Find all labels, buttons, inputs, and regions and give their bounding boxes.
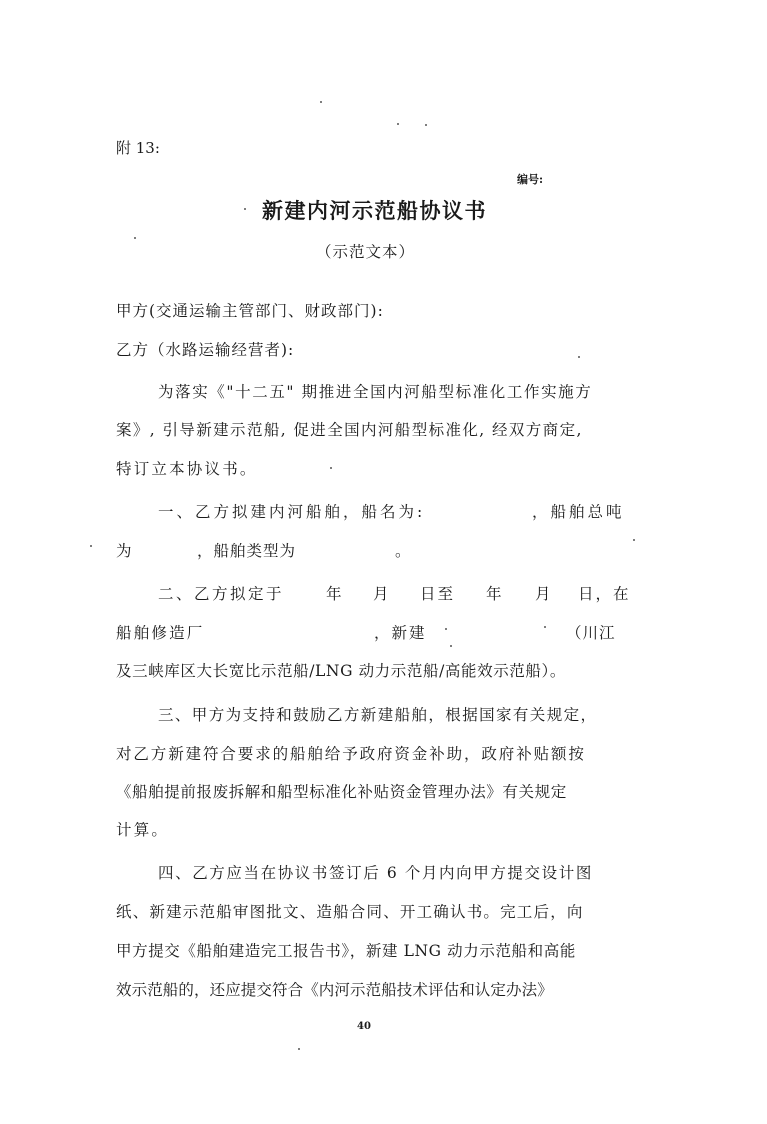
article-2-line-2-end: （川江 <box>566 624 616 642</box>
party-a-line: 甲方(交通运输主管部门、财政部门): <box>116 302 384 320</box>
preamble-line-2: 案》, 引导新建示范船, 促进全国内河船型标准化, 经双方商定, <box>116 421 583 439</box>
article-2-month-2: 月 <box>535 585 551 603</box>
serial-number-label: 编号: <box>517 173 544 186</box>
article-4-line-1: 四、乙方应当在协议书签订后 6 个月内向甲方提交设计图 <box>158 864 593 882</box>
article-2-month-1: 月 <box>373 585 389 603</box>
scan-speck <box>633 539 635 541</box>
scan-speck <box>244 208 246 210</box>
document-subtitle: （示范文本） <box>316 243 416 261</box>
article-3-line-4: 计算。 <box>116 821 170 839</box>
attachment-label: 附 13: <box>116 139 160 157</box>
article-1-line-2-end: 。 <box>395 542 411 560</box>
document-title: 新建内河示范船协议书 <box>262 198 487 223</box>
article-3-line-2: 对乙方新建符合要求的船舶给予政府资金补助，政府补贴额按 <box>116 745 586 763</box>
party-b-line: 乙方（水路运输经营者): <box>116 341 295 359</box>
article-2-day-2: 日，在 <box>578 585 631 603</box>
scan-speck <box>298 1048 300 1050</box>
scan-speck <box>544 626 546 628</box>
scan-speck <box>450 645 452 647</box>
article-3-line-3: 《船舶提前报废拆解和船型标准化补贴资金管理办法》有关规定 <box>116 783 567 801</box>
article-4-line-2: 纸、新建示范船审图批文、造船合同、开工确认书。完工后，向 <box>116 903 584 921</box>
page-number: 40 <box>357 1021 371 1032</box>
article-1-line-2-start: 为 <box>116 542 134 560</box>
article-4-line-4: 效示范船的，还应提交符合《内河示范船技术评估和认定办法》 <box>116 981 553 999</box>
scan-speck <box>397 123 399 125</box>
scan-speck <box>425 124 427 126</box>
article-2-line-2-start: 船舶修造厂 <box>116 624 205 642</box>
article-1-line-2-mid: ，船舶类型为 <box>197 542 297 560</box>
article-2-line-3: 及三峡库区大长宽比示范船/LNG 动力示范船/高能效示范船）。 <box>116 662 566 680</box>
scan-speck <box>90 545 92 547</box>
article-4-line-3: 甲方提交《船舶建造完工报告书》，新建 LNG 动力示范船和高能 <box>116 942 576 960</box>
preamble-line-3: 特订立本协议书。 <box>116 460 258 478</box>
article-2-line-1-start: 二、乙方拟定于 <box>158 585 285 603</box>
article-2-day-1: 日至 <box>420 585 456 603</box>
article-3-line-1: 三、甲方为支持和鼓励乙方新建船舶，根据国家有关规定， <box>158 706 598 724</box>
scan-speck <box>320 101 322 103</box>
scan-speck <box>578 356 580 358</box>
article-1-line-1-start: 一、乙方拟建内河船舶，船名为: <box>158 503 426 521</box>
scan-speck <box>330 467 332 469</box>
scan-speck <box>445 628 447 630</box>
article-2-year-1: 年 <box>326 585 342 603</box>
article-1-line-1-end: ，船舶总吨 <box>532 503 625 521</box>
scan-speck <box>134 237 136 239</box>
article-2-line-2-mid: ，新建 <box>374 624 427 642</box>
preamble-line-1: 为落实《"十二五" 期推进全国内河船型标准化工作实施方 <box>158 383 593 401</box>
article-2-year-2: 年 <box>486 585 502 603</box>
